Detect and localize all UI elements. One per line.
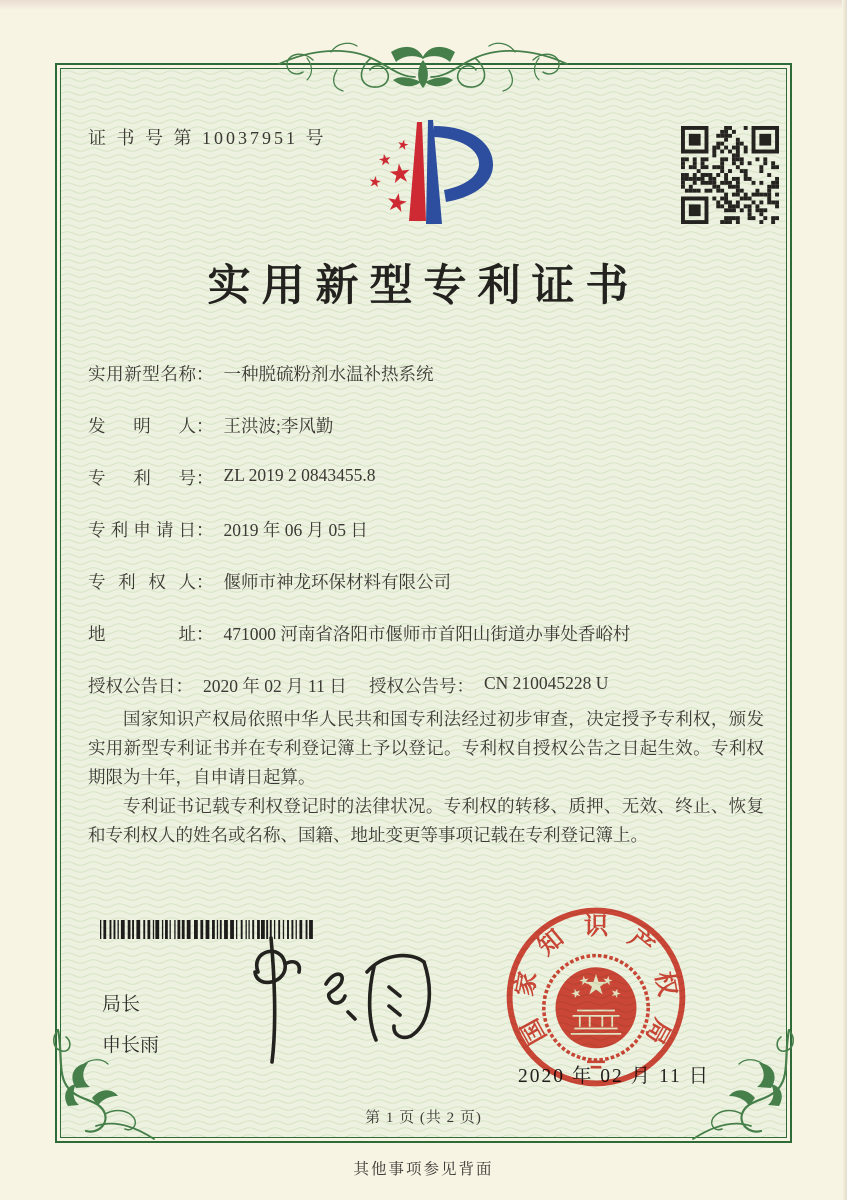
grant-date-value: 2020 年 02 月 11 日 [203,676,347,696]
field-value: ZL 2019 2 0843455.8 [223,465,376,485]
qr-code-icon [681,126,779,224]
svg-text:知: 知 [533,924,569,961]
field-row-inventor [88,413,768,465]
field-row-patentee [88,569,768,621]
field-label: 专利权人 [88,572,196,592]
director-name: 申长雨 [102,1035,160,1056]
field-value: 偃师市神龙环保材料有限公司 [223,572,451,592]
svg-text:识: 识 [583,913,609,940]
legal-text [88,705,764,850]
colon: ： [175,676,193,696]
director-block [102,984,159,1066]
colon: ： [196,416,214,436]
paper-edge-shadow-top [0,0,847,10]
certificate-number: 证 书 号 第 10037951 号 [88,128,327,148]
official-seal [497,898,695,1096]
field-label: 实用新型名称 [88,364,196,384]
certificate-fields [88,361,768,703]
cnipa-logo-icon [366,118,498,228]
field-row-patent-number [88,465,768,517]
back-side-note: 其他事项参见背面 [353,1161,494,1178]
colon: ： [196,624,214,644]
field-label: 专利申请日 [88,520,196,540]
seal-date: 2020 年 02 月 11 日 [518,1066,711,1087]
field-label: 专利号 [88,468,196,488]
director-signature [222,930,442,1075]
svg-text:局: 局 [639,1014,676,1049]
grant-number-pair [369,673,608,698]
svg-text:产: 产 [623,924,659,961]
field-label: 发明人 [88,416,196,436]
legal-paragraph-2: 专利证书记载专利权登记时的法律状况。专利权的转移、质押、无效、终止、恢复和专利权人的姓名或名称、国籍、地址变更等事项记载在专利登记簿上。 [88,796,764,845]
colon: ： [196,468,214,488]
field-row-address [88,621,768,673]
svg-text:家: 家 [511,969,543,999]
field-value: 2019 年 06 月 05 日 [223,520,368,540]
grant-row [88,673,768,703]
field-value: 471000 河南省洛阳市偃师市首阳山街道办事处香峪村 [223,624,631,644]
field-label: 地址 [88,624,196,644]
colon: ： [196,572,214,592]
field-value: 王洪波;李风勤 [223,416,334,436]
field-row-filing-date [88,517,768,569]
colon: ： [456,676,474,696]
paper-edge-shadow-right [842,0,847,1200]
certificate-title: 实用新型专利证书 [207,263,640,310]
director-title: 局长 [102,994,141,1015]
grant-number-value: CN 210045228 U [484,673,609,693]
colon: ： [196,364,214,384]
svg-text:权: 权 [649,969,681,999]
field-row-name [88,361,768,413]
grant-date-label: 授权公告日 [88,676,176,696]
top-flourish-ornament [273,36,573,94]
grant-date-pair [88,673,347,698]
page-number: 第 1 页 (共 2 页) [365,1110,482,1126]
field-value: 一种脱硫粉剂水温补热系统 [223,364,434,384]
colon: ： [196,520,214,540]
legal-paragraph-1: 国家知识产权局依照中华人民共和国专利法经过初步审查，决定授予专利权，颁发实用新型专利证书并在专利登记簿上予以登记。专利权自授权公告之日起生效。专利权期限为十年，自申请日起算。 [88,709,764,787]
svg-text:国: 国 [516,1014,553,1049]
grant-number-label: 授权公告号 [369,676,457,696]
